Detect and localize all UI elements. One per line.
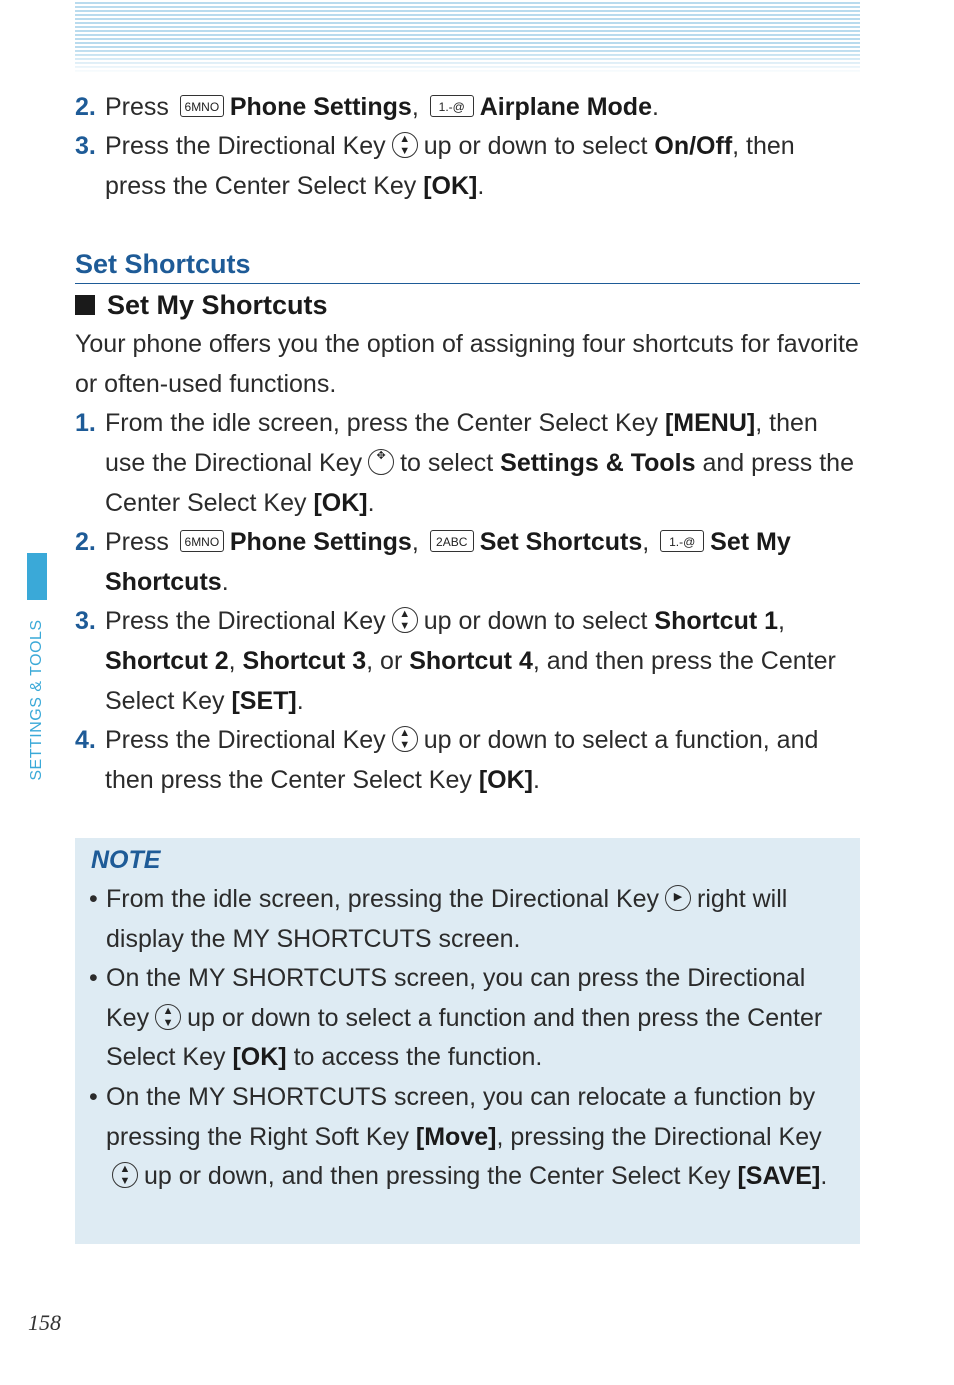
- side-tab-marker: [27, 553, 47, 600]
- directional-key-up-down-icon: ▲ ▼: [155, 1004, 181, 1030]
- subsection-title: Set My Shortcuts: [75, 285, 328, 325]
- directional-key-up-down-icon: ▲ ▼: [392, 726, 418, 752]
- key-6-icon: 6MNO: [180, 530, 224, 552]
- note-bullet-2: • On the MY SHORTCUTS screen, you can press the Directional Key ▲ ▼ up or down to select a function and then press the Center Select Key [OK] to access the function.: [89, 964, 823, 1071]
- step-2: 2. Press 6MNO Phone Settings, 2ABC Set Shortcuts, 1.-@ Set My Shortcuts.: [75, 528, 791, 596]
- section-title: Set Shortcuts: [75, 245, 860, 284]
- top-step-2: 2. Press 6MNO Phone Settings, 1.-@ Airplane Mode.: [75, 93, 659, 121]
- directional-key-up-down-icon: ▲ ▼: [112, 1162, 138, 1188]
- key-1-icon: 1.-@: [430, 95, 474, 117]
- note-bullet-1: • From the idle screen, pressing the Directional Key ▶ right will display the MY SHORTCUTS screen.: [89, 885, 788, 953]
- key-1-icon: 1.-@: [660, 530, 704, 552]
- directional-key-up-down-icon: ▲ ▼: [392, 607, 418, 633]
- step-4: 4. Press the Directional Key ▲ ▼ up or down to select a function, and then press the Center Select Key [OK].: [75, 726, 819, 794]
- directional-key-four-way-icon: ✥: [368, 449, 394, 475]
- step-3: 3. Press the Directional Key ▲ ▼ up or down to select Shortcut 1, Shortcut 2, Shortcut 3, or Shortcut 4, and then press the Center Select Key [SET].: [75, 607, 836, 715]
- note-title: NOTE: [91, 846, 161, 874]
- note-box: [75, 838, 860, 1244]
- top-step-3: 3. Press the Directional Key ▲ ▼ up or down to select On/Off, then press the Center Select Key [OK].: [75, 132, 795, 200]
- directional-key-up-down-icon: ▲ ▼: [392, 132, 418, 158]
- square-bullet-icon: [75, 295, 95, 315]
- page-number: 158: [28, 1310, 61, 1335]
- intro-paragraph: Your phone offers you the option of assigning four shortcuts for favorite or often-used functions.: [75, 330, 859, 398]
- header-decoration: [75, 2, 860, 74]
- note-bullet-3: • On the MY SHORTCUTS screen, you can relocate a function by pressing the Right Soft Key [Move], pressing the Directional Key▲ ▼ up or down, and then pressing the Center Select Key [SAVE].: [89, 1083, 828, 1190]
- key-6-icon: 6MNO: [180, 95, 224, 117]
- directional-key-right-icon: ▶: [665, 885, 691, 911]
- step-1: 1. From the idle screen, press the Center Select Key [MENU], then use the Directional Key ✥ to select Settings & Tools and press the Center Select Key [OK].: [75, 409, 854, 517]
- key-2-icon: 2ABC: [430, 530, 474, 552]
- side-section-label: SETTINGS & TOOLS: [28, 619, 45, 781]
